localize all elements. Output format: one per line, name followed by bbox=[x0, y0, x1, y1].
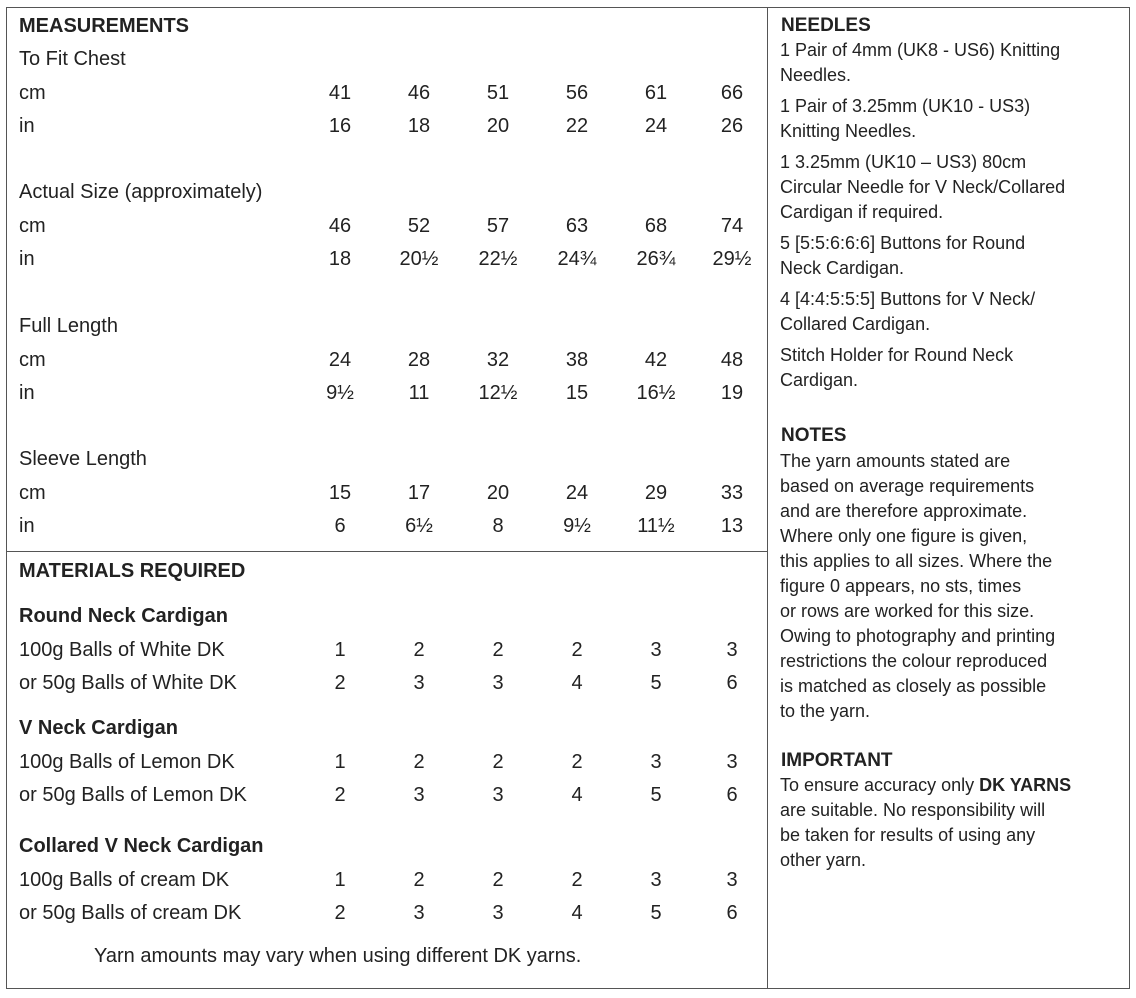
ball-count: 3 bbox=[492, 902, 504, 924]
ball-count: 4 bbox=[571, 902, 583, 924]
size-value: 29½ bbox=[712, 248, 752, 270]
materials-title: MATERIALS REQUIRED bbox=[19, 560, 246, 582]
size-value: 20 bbox=[486, 482, 510, 504]
size-value: 12½ bbox=[478, 382, 518, 404]
notes-line: or rows are worked for this size. bbox=[780, 601, 1035, 621]
needles-line: 1 3.25mm (UK10 – US3) 80cm bbox=[780, 152, 1027, 172]
ball-count: 1 bbox=[334, 869, 346, 891]
needles-line: Knitting Needles. bbox=[780, 121, 917, 141]
size-value: 17 bbox=[407, 482, 431, 504]
needles-line: 5 [5:5:6:6:6] Buttons for Round bbox=[780, 233, 1026, 253]
ball-count: 3 bbox=[492, 672, 504, 694]
needles-line: 4 [4:4:5:5:5] Buttons for V Neck/ bbox=[780, 289, 1036, 309]
size-value: 16 bbox=[328, 115, 352, 137]
unit-label: in bbox=[19, 115, 35, 137]
ball-count: 4 bbox=[571, 672, 583, 694]
size-value: 32 bbox=[486, 349, 510, 371]
unit-label: in bbox=[19, 248, 35, 270]
size-value: 20½ bbox=[399, 248, 439, 270]
ball-count: 5 bbox=[650, 784, 662, 806]
size-value: 66 bbox=[720, 82, 744, 104]
material-section-title: V Neck Cardigan bbox=[19, 717, 178, 739]
ball-count: 2 bbox=[334, 784, 346, 806]
unit-label: in bbox=[19, 515, 35, 537]
important-line: are suitable. No responsibility will bbox=[780, 800, 1046, 820]
ball-count: 3 bbox=[650, 869, 662, 891]
ball-count: 6 bbox=[726, 784, 738, 806]
size-value: 22 bbox=[565, 115, 589, 137]
material-row-label: 100g Balls of Lemon DK bbox=[19, 751, 235, 773]
measurement-label: Full Length bbox=[19, 315, 118, 337]
ball-count: 3 bbox=[413, 672, 425, 694]
ball-count: 2 bbox=[492, 869, 504, 891]
ball-count: 3 bbox=[726, 869, 738, 891]
column-divider bbox=[767, 7, 768, 989]
important-title: IMPORTANT bbox=[781, 750, 893, 771]
size-value: 33 bbox=[720, 482, 744, 504]
dk-yarns-emphasis: DK YARNS bbox=[979, 775, 1072, 795]
needles-line: Needles. bbox=[780, 65, 852, 85]
ball-count: 3 bbox=[413, 902, 425, 924]
notes-line: this applies to all sizes. Where the bbox=[780, 551, 1053, 571]
needles-line: Circular Needle for V Neck/Collared bbox=[780, 177, 1066, 197]
size-value: 15 bbox=[565, 382, 589, 404]
size-value: 51 bbox=[486, 82, 510, 104]
ball-count: 2 bbox=[571, 869, 583, 891]
material-row-label: 100g Balls of cream DK bbox=[19, 869, 230, 891]
size-value: 29 bbox=[644, 482, 668, 504]
notes-line: to the yarn. bbox=[780, 701, 871, 721]
unit-label: cm bbox=[19, 82, 46, 104]
size-value: 11 bbox=[408, 382, 430, 404]
ball-count: 2 bbox=[334, 902, 346, 924]
important-line: be taken for results of using any bbox=[780, 825, 1036, 845]
measurements-title: MEASUREMENTS bbox=[19, 15, 190, 37]
size-value: 24¾ bbox=[557, 248, 597, 270]
size-value: 24 bbox=[565, 482, 589, 504]
section-divider bbox=[6, 551, 768, 552]
size-value: 22½ bbox=[478, 248, 518, 270]
ball-count: 3 bbox=[413, 784, 425, 806]
ball-count: 2 bbox=[413, 639, 425, 661]
ball-count: 2 bbox=[334, 672, 346, 694]
notes-title: NOTES bbox=[781, 425, 847, 446]
ball-count: 1 bbox=[334, 639, 346, 661]
size-value: 46 bbox=[328, 215, 352, 237]
ball-count: 4 bbox=[571, 784, 583, 806]
notes-line: is matched as closely as possible bbox=[780, 676, 1047, 696]
size-value: 6 bbox=[334, 515, 346, 537]
size-value: 18 bbox=[407, 115, 431, 137]
size-value: 18 bbox=[328, 248, 352, 270]
needles-line: Collared Cardigan. bbox=[780, 314, 931, 334]
size-value: 13 bbox=[720, 515, 744, 537]
ball-count: 2 bbox=[492, 751, 504, 773]
material-row-label: or 50g Balls of White DK bbox=[19, 672, 237, 694]
needles-line: 1 Pair of 4mm (UK8 - US6) Knitting bbox=[780, 40, 1061, 60]
notes-line: restrictions the colour reproduced bbox=[780, 651, 1048, 671]
size-value: 38 bbox=[565, 349, 589, 371]
size-value: 16½ bbox=[636, 382, 676, 404]
ball-count: 5 bbox=[650, 902, 662, 924]
ball-count: 2 bbox=[492, 639, 504, 661]
size-value: 42 bbox=[644, 349, 668, 371]
unit-label: cm bbox=[19, 349, 46, 371]
material-row-label: 100g Balls of White DK bbox=[19, 639, 225, 661]
notes-line: and are therefore approximate. bbox=[780, 501, 1028, 521]
material-row-label: or 50g Balls of cream DK bbox=[19, 902, 242, 924]
size-value: 15 bbox=[328, 482, 352, 504]
ball-count: 2 bbox=[413, 751, 425, 773]
size-value: 61 bbox=[644, 82, 668, 104]
ball-count: 2 bbox=[571, 639, 583, 661]
size-value: 63 bbox=[565, 215, 589, 237]
size-value: 26 bbox=[720, 115, 744, 137]
size-value: 41 bbox=[328, 82, 352, 104]
important-line-text: To ensure accuracy only bbox=[780, 775, 980, 795]
measurement-label: To Fit Chest bbox=[19, 48, 126, 70]
ball-count: 6 bbox=[726, 902, 738, 924]
unit-label: cm bbox=[19, 215, 46, 237]
notes-line: figure 0 appears, no sts, times bbox=[780, 576, 1022, 596]
needles-line: 1 Pair of 3.25mm (UK10 - US3) bbox=[780, 96, 1031, 116]
needles-line: Cardigan if required. bbox=[780, 202, 944, 222]
size-value: 52 bbox=[407, 215, 431, 237]
size-value: 24 bbox=[644, 115, 668, 137]
needles-line: Neck Cardigan. bbox=[780, 258, 905, 278]
needles-line: Stitch Holder for Round Neck bbox=[780, 345, 1014, 365]
size-value: 11½ bbox=[637, 515, 675, 537]
size-value: 19 bbox=[720, 382, 744, 404]
needles-line: Cardigan. bbox=[780, 370, 859, 390]
size-value: 26¾ bbox=[636, 248, 676, 270]
important-line: other yarn. bbox=[780, 850, 867, 870]
ball-count: 3 bbox=[650, 639, 662, 661]
notes-line: Where only one figure is given, bbox=[780, 526, 1028, 546]
size-value: 9½ bbox=[563, 515, 591, 537]
unit-label: in bbox=[19, 382, 35, 404]
ball-count: 5 bbox=[650, 672, 662, 694]
notes-line: The yarn amounts stated are bbox=[780, 451, 1011, 471]
ball-count: 3 bbox=[650, 751, 662, 773]
measurement-label: Actual Size (approximately) bbox=[19, 181, 263, 203]
ball-count: 1 bbox=[334, 751, 346, 773]
size-value: 74 bbox=[720, 215, 744, 237]
material-section-title: Round Neck Cardigan bbox=[19, 605, 228, 627]
size-value: 8 bbox=[492, 515, 504, 537]
needles-title: NEEDLES bbox=[781, 15, 871, 36]
ball-count: 2 bbox=[571, 751, 583, 773]
size-value: 6½ bbox=[405, 515, 433, 537]
yarn-footnote: Yarn amounts may vary when using different DK yarns. bbox=[94, 945, 582, 967]
unit-label: cm bbox=[19, 482, 46, 504]
important-line bbox=[780, 776, 1071, 794]
size-value: 28 bbox=[407, 349, 431, 371]
ball-count: 3 bbox=[726, 639, 738, 661]
ball-count: 3 bbox=[492, 784, 504, 806]
ball-count: 6 bbox=[726, 672, 738, 694]
size-value: 24 bbox=[328, 349, 352, 371]
size-value: 46 bbox=[407, 82, 431, 104]
size-value: 57 bbox=[486, 215, 510, 237]
notes-line: Owing to photography and printing bbox=[780, 626, 1056, 646]
size-value: 68 bbox=[644, 215, 668, 237]
size-value: 20 bbox=[486, 115, 510, 137]
size-value: 48 bbox=[720, 349, 744, 371]
material-row-label: or 50g Balls of Lemon DK bbox=[19, 784, 247, 806]
ball-count: 2 bbox=[413, 869, 425, 891]
size-value: 9½ bbox=[326, 382, 354, 404]
size-value: 56 bbox=[565, 82, 589, 104]
ball-count: 3 bbox=[726, 751, 738, 773]
notes-line: based on average requirements bbox=[780, 476, 1035, 496]
material-section-title: Collared V Neck Cardigan bbox=[19, 835, 264, 857]
measurement-label: Sleeve Length bbox=[19, 448, 147, 470]
